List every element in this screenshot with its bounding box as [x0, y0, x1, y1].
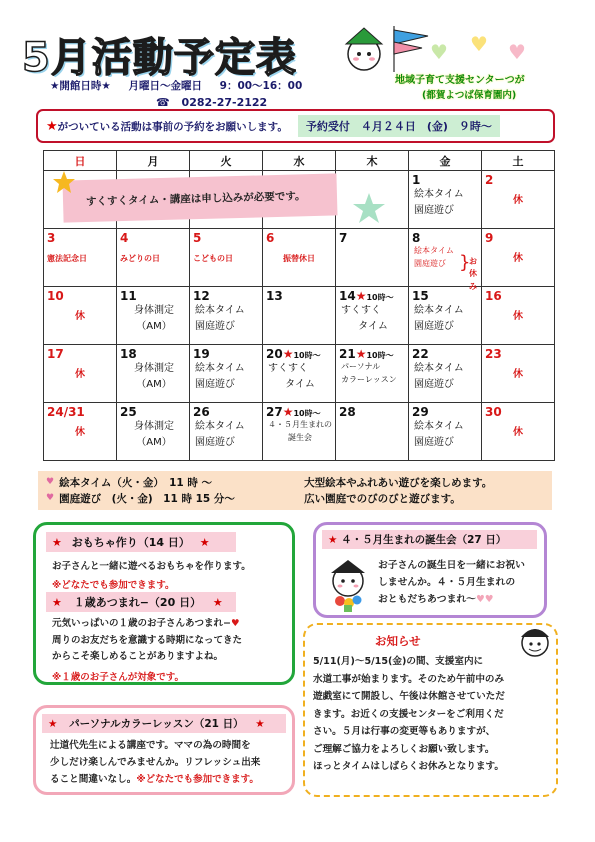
closed-label: 休 [513, 195, 523, 207]
calendar-cell [482, 229, 555, 287]
star-icon: ★ [355, 289, 367, 303]
day-number: 11 [120, 289, 137, 303]
event-label: 園庭遊び [414, 258, 446, 268]
weekday-tue: 火 [190, 151, 263, 171]
reservation-notice [36, 109, 555, 143]
reservation-date: 予約受付 ４月２４日 (金) ９時〜 [298, 115, 500, 137]
color-lesson-box [33, 705, 295, 795]
brace-icon: } [459, 252, 471, 273]
center-name: 地域子育て支援センターつが [395, 75, 525, 86]
birthday-heading: ★ ４・５月生まれの誕生会（27 日） [322, 530, 537, 549]
calendar-cell [190, 287, 263, 345]
heart-icon: ♥ [46, 477, 55, 487]
heart-icon: ♥ [46, 493, 55, 503]
calendar-cell [263, 229, 336, 287]
closed-label: 休 [75, 311, 85, 323]
event-label: カラーレッスン [341, 374, 397, 384]
weekday-mon: 月 [117, 151, 190, 171]
one-year-text: 元気いっぱいの１歳のお子さんあつまれ−♥ 周りのお友だちを意識する時期になってきた からこそ楽しめることがありますよね。 [52, 618, 243, 663]
event-label: 絵本タイム [414, 421, 464, 433]
star-icon: ★ [52, 596, 62, 609]
closed-label: 休 [75, 369, 85, 381]
holiday-name: 憲法記念日 [47, 254, 87, 264]
calendar-cell [263, 403, 336, 461]
calendar-cell [409, 345, 482, 403]
day-number: 16 [485, 289, 502, 303]
closed-label: 休 [513, 311, 523, 323]
calendar-cell [44, 403, 117, 461]
activity-description: 広い園庭でのびのびと遊びます。 [304, 492, 461, 505]
star-icon [52, 170, 76, 194]
toy-making-note: ※どなたでも参加できます。 [52, 580, 175, 591]
event-label: 絵本タイム [195, 421, 245, 433]
color-lesson-text: 辻道代先生による講座です。ママの為の時間を 少しだけ楽しんでみませんか。リフレッシュ出来 ること間違いなし。※どなたでも参加できます。 [50, 740, 261, 785]
calendar-week-row [44, 287, 555, 345]
day-number: 24/31 [47, 405, 85, 419]
heart-icon: ♥ [470, 32, 488, 56]
mascot-bouquet-illustration [322, 557, 374, 613]
calendar-cell [336, 287, 409, 345]
calendar-cell [409, 287, 482, 345]
weekday-sat: 土 [482, 151, 555, 171]
hours-time: 9：00〜16：00 [219, 80, 303, 92]
day-number: 29 [412, 405, 429, 419]
calendar-cell [482, 403, 555, 461]
event-label: 身体測定 [134, 421, 174, 433]
day-number: 23 [485, 347, 502, 361]
calendar-cell [117, 345, 190, 403]
day-number: 10 [47, 289, 64, 303]
weekday-thu: 木 [336, 151, 409, 171]
closed-note: お休み [469, 257, 477, 291]
holiday-name: みどりの日 [120, 254, 160, 264]
day-number: 9 [485, 231, 494, 245]
day-header: 20★10時〜 [266, 347, 321, 361]
center-subtitle: (都賀よつば保育園内) [422, 90, 517, 101]
star-icon: ★ [46, 118, 58, 134]
toy-making-box [33, 522, 295, 685]
regular-activities-band [38, 471, 552, 510]
activity-description: 大型絵本やふれあい遊びを楽しめます。 [304, 476, 493, 489]
calendar-cell [117, 229, 190, 287]
birthday-party-box [313, 522, 547, 618]
hours-days: 月曜日〜金曜日 [128, 80, 202, 92]
event-label: 絵本タイム [195, 363, 245, 375]
registration-banner: すくすくタイム・講座は申し込みが必要です。 [64, 174, 337, 221]
one-year-heading: ★ １歳あつまれ−（20 日） ★ [46, 592, 236, 612]
day-number: 7 [339, 231, 348, 245]
star-icon: ★ [48, 718, 58, 730]
day-number: 2 [485, 173, 494, 187]
event-label: （AM） [136, 320, 172, 332]
calendar-cell [117, 403, 190, 461]
event-label: 園庭遊び [195, 378, 235, 390]
calendar-week-row [44, 345, 555, 403]
day-number: 13 [266, 289, 283, 303]
event-label: 園庭遊び [414, 436, 454, 448]
calendar-cell [336, 229, 409, 287]
day-number: 28 [339, 405, 356, 419]
star-icon: ★ [255, 718, 265, 730]
event-label: 身体測定 [134, 305, 174, 317]
calendar-cell [44, 345, 117, 403]
closed-label: 休 [513, 253, 523, 265]
day-number: 19 [193, 347, 210, 361]
opening-hours [50, 78, 316, 93]
calendar-cell [409, 403, 482, 461]
day-number: 18 [120, 347, 137, 361]
event-label: 園庭遊び [195, 436, 235, 448]
day-number: 4 [120, 231, 129, 245]
event-label: 身体測定 [134, 363, 174, 375]
day-number: 1 [412, 173, 421, 187]
toy-making-text: お子さんと一緒に遊べるおもちゃを作ります。 [52, 561, 251, 572]
page-title: 5月活動予定表 [22, 35, 297, 81]
announcement-heading: お知らせ [375, 634, 421, 648]
day-header: 14★10時〜 [339, 289, 394, 303]
announcement-box [303, 623, 558, 797]
star-icon: ★ [212, 596, 223, 609]
day-header: 27★10時〜 [266, 405, 321, 419]
weekday-header-row [44, 151, 555, 171]
one-year-note: ※１歳のお子さんが対象です。 [52, 672, 184, 683]
calendar-week-row [44, 403, 555, 461]
star-icon [352, 192, 386, 224]
event-label: （AM） [136, 378, 172, 390]
closed-label: 休 [75, 427, 85, 439]
day-number: 15 [412, 289, 429, 303]
closed-label: 休 [513, 369, 523, 381]
event-label: ４・５月生まれの [268, 420, 332, 430]
calendar-cell [482, 287, 555, 345]
calendar-cell [482, 345, 555, 403]
day-number: 12 [193, 289, 210, 303]
heart-icon: ♥ [430, 40, 448, 64]
heart-icon: ♥ [508, 40, 526, 64]
hours-label: ★開館日時★ [50, 80, 111, 92]
closed-label: 休 [513, 427, 523, 439]
star-icon: ★ [328, 534, 338, 546]
calendar-cell [336, 403, 409, 461]
day-number: 5 [193, 231, 202, 245]
day-number: 8 [412, 231, 421, 245]
event-label: 絵本タイム [414, 305, 464, 317]
day-number: 22 [412, 347, 429, 361]
event-label: 園庭遊び [414, 378, 454, 390]
event-label: タイム [285, 378, 315, 390]
holiday-name: こどもの日 [193, 254, 233, 264]
day-number: 17 [47, 347, 64, 361]
star-icon: ★ [282, 347, 294, 361]
announcement-text: 5/11(月)〜5/15(金)の間、支援室内に 水道工事が始まります。そのため午前中のみ 遊戯室にて開設し、午後は休館させていただ きます。お近くの支援センターをご利用くだ さい。５月は行事の変更等もありますが、 ご理解ご協力をよろしくお願い致します。 ほっとタイムはしばらくお休みとなります。 [313, 656, 505, 773]
star-icon: ★ [282, 405, 294, 419]
holiday-name: 振替休日 [283, 254, 315, 264]
day-header: 21★10時〜 [339, 347, 394, 361]
event-label: 園庭遊び [414, 204, 454, 216]
calendar-cell [409, 229, 482, 291]
calendar-cell [117, 287, 190, 345]
weekday-fri: 金 [409, 151, 482, 171]
calendar-cell [44, 287, 117, 345]
event-label: 園庭遊び [195, 320, 235, 332]
toy-making-heading: ★ おもちゃ作り（14 日） ★ [46, 532, 236, 552]
activity-name: 園庭遊び (火・金) 11 時 15 分〜 [59, 492, 235, 505]
event-label: 誕生会 [288, 432, 312, 442]
calendar-cell [336, 345, 409, 403]
weekday-wed: 水 [263, 151, 336, 171]
color-lesson-note: ※どなたでも参加できます。 [136, 773, 259, 785]
calendar-week-row [44, 229, 555, 287]
calendar-cell [263, 345, 336, 403]
calendar-cell [190, 229, 263, 287]
event-label: （AM） [136, 436, 172, 448]
event-label: パーソナル [341, 362, 381, 372]
day-number: 30 [485, 405, 502, 419]
event-label: 絵本タイム [414, 189, 464, 201]
event-label: 絵本タイム [414, 246, 454, 256]
phone-icon: ☎ [156, 96, 170, 109]
calendar-cell [263, 287, 336, 345]
calendar-cell [44, 229, 117, 287]
calendar-cell [409, 171, 482, 229]
color-lesson-heading: ★ パーソナルカラーレッスン（21 日） ★ [42, 714, 286, 733]
birthday-text: お子さんの誕生日を一緒にお祝い しませんか。４・５月生まれの おともだちあつまれ〜♥♥ [378, 560, 525, 606]
phone-number: ☎ 0282-27-2122 [156, 96, 268, 109]
star-icon: ★ [355, 347, 367, 361]
heart-icon: ♥ [230, 618, 240, 629]
calendar-cell [190, 403, 263, 461]
calendar-cell [190, 345, 263, 403]
day-number: 6 [266, 231, 275, 245]
event-label: 絵本タイム [414, 363, 464, 375]
day-number: 3 [47, 231, 56, 245]
event-label: タイム [358, 320, 388, 332]
activity-row [46, 474, 544, 490]
event-label: すくすく [341, 305, 381, 317]
weekday-sun: 日 [44, 151, 117, 171]
notice-text: がついている活動は事前の予約をお願いします。 [57, 120, 288, 133]
heart-icon: ♥♥ [475, 594, 494, 606]
day-number: 25 [120, 405, 137, 419]
activity-name: 絵本タイム（火・金） 11 時 〜 [59, 476, 213, 489]
day-number: 26 [193, 405, 210, 419]
event-label: 絵本タイム [195, 305, 245, 317]
star-icon: ★ [199, 536, 210, 549]
event-label: すくすく [268, 363, 308, 375]
calendar-cell [482, 171, 555, 229]
star-icon: ★ [52, 536, 62, 549]
event-label: 園庭遊び [414, 320, 454, 332]
activity-row [46, 490, 544, 506]
